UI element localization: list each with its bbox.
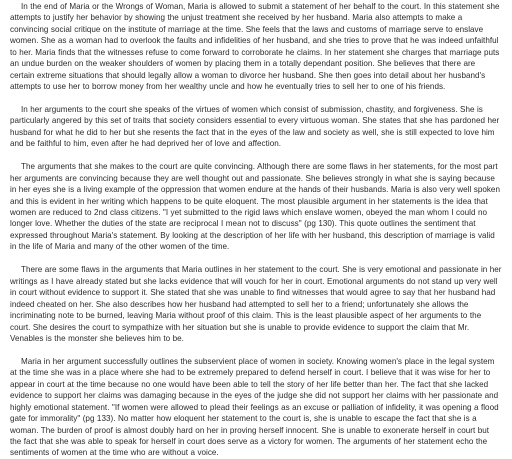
paragraph-3: The arguments that she makes to the court are quite convincing. Although there are some flaws in her statements, for the most part her arguments are convincing because they are well thought out and passionate. She believes strongly in what she is saying because in her eyes she is a living example of the oppression that women endure at the hands of their husbands. Maria is also very well spoken and this is evident in her writing which happens to be quite eloquent. The most plausible argument in her statements is the idea that women are reduced to 2nd class citizens. "I yet submitted to the rigid laws which enslave women, obeyed the man whom I could no longer love. Whether the duties of the state are reciprocal I mean not to discuss" (pg 130). This quote outlines the sentiment that expressed throughout Maria's statement. By looking at the description of her life with her husband, this description of marriage is valid in the life of Maria and many of the other women of the time. <box>10 162 500 252</box>
paragraph-1: In the end of Maria or the Wrongs of Woman, Maria is allowed to submit a statement of her behalf to the court. In this statement she attempts to justify her behavior by showing the unjust treatment she received by her husband. Maria also attempts to make a convincing social critique on the institute of marriage at the time. She feels that the laws and customs of marriage serve to enslave women. She as a woman had to overlook the faults and infidelities of her husband, and she tries to prove that he was indeed unfaithful to her. Maria finds that the witnesses refuse to come forward to corroborate he claims. In her statement she charges that marriage puts an undue burden on the weaker shoulders of women by placing them in a totally dependant position. She believes that there are certain extreme situations that should legally allow a woman to divorce her husband. She then goes into detail about her husband's attempts to use her to borrow money from her wealthy uncle and how he eventually tries to sell her to one of his friends. <box>10 2 500 92</box>
paragraph-2: In her arguments to the court she speaks of the virtues of women which consist of submission, chastity, and forgiveness. She is particularly angered by this set of traits that society considers essential to every virtuous woman. She states that she has pardoned her husband for what he did to her but she resents the fact that in the eyes of the law and society as well, she is still expected to love him and be faithful to him, even after he had deprived her of love and affection. <box>10 105 500 149</box>
paragraph-4: There are some flaws in the arguments that Maria outlines in her statement to the court. She is very emotional and passionate in her writings as I have already stated but she lacks evidence that will vouch for her in court. Emotional arguments do not stand up very well in court without evidence to support it. She stated that she was unable to find witnesses that would agree to say that her husband had indeed cheated on her. She also describes how her husband had attempted to sell her to a friend; unfortunately she allows the incriminating note to be burned, leaving Maria without proof of this claim. This is the least plausible aspect of her arguments to the court. She desires the court to sympathize with her situation but she is unable to provide evidence to support the claim that Mr. Venables is the monster she believes him to be. <box>10 265 502 343</box>
paragraph-5: Maria in her argument successfully outlines the subservient place of women in society. Knowing women's place in the legal system at the time she was in a place where she had to be extremely prepared to defend herself in court. I believe that it was wise for her to appear in court at the time because no one would have been able to tell the story of her life better than her. The fact that she lacked evidence to support her claims was damaging because in the eyes of the judge she did not support her claims with her passionate and highly emotional statement. "If women were allowed to plead their feelings as an excuse or palliation of infidelity, it was opening a flood gate for immorality" (pg 133). No matter how eloquent her statement to the court is, she is unable to escape the fact that she is a woman. The burden of proof is almost doubly hard on her in proving herself innocent. She is unable to exonerate herself in court but the fact that she was able to speak for herself in court does serve as a victory for women. The arguments of her statement echo the sentiments of women at the time who are without a voice. <box>10 356 499 458</box>
